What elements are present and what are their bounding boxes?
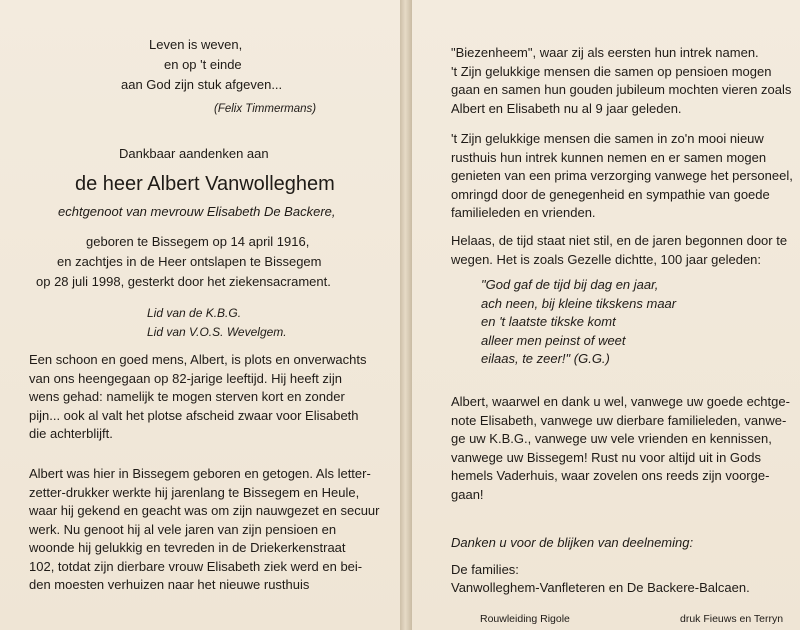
membership-vos: Lid van V.O.S. Wevelgem.: [147, 325, 287, 339]
funeral-director: Rouwleiding Rigole: [480, 613, 570, 625]
memorial-intro: Dankbaar aandenken aan: [119, 146, 269, 161]
text-line: note Elisabeth, vanwege uw dierbare familieleden, vanwe-: [451, 412, 787, 428]
text-line: Albert, waarwel en dank u wel, vanwege uw goede echtge-: [451, 394, 790, 409]
text-line: hemels Vaderhuis, waar zovelen ons reeds zijn voorge-: [451, 468, 770, 483]
text-line: werk. Nu genoot hij al vele jaren van zijn pensioen en: [29, 521, 337, 537]
text-line: "Biezenheem", waar zij als eersten hun intrek namen.: [451, 45, 759, 60]
right-paragraph-4: [451, 393, 790, 504]
membership-kbg: Lid van de K.B.G.: [147, 306, 242, 320]
text-line: wegen. Het is zoals Gezelle dichtte, 100 jaar geleden:: [451, 251, 762, 267]
quote-line: eilaas, te zeer!" (G.G.): [481, 351, 610, 366]
families-label: De families:: [451, 562, 519, 577]
poem-line-2: en op 't einde: [164, 57, 242, 72]
quote-line: ach neen, bij kleine tikskens maar: [481, 295, 677, 311]
text-line: gaan!: [451, 486, 484, 502]
birth-line: geboren te Bissegem op 14 april 1916,: [86, 234, 310, 249]
text-line: wens gehad: namelijk te mogen sterven kort en zonder: [29, 389, 345, 404]
printer-credit: druk Fieuws en Terryn: [680, 613, 784, 625]
text-line: rusthuis hun intrek kunnen nemen en er samen mogen: [451, 149, 767, 165]
death-line-1: en zachtjes in de Heer ontslapen te Bissegem: [57, 254, 322, 269]
text-line: Een schoon en goed mens, Albert, is plots en onverwachts: [29, 352, 367, 367]
text-line: ge uw K.B.G., vanwege uw vele vrienden en kennissen,: [451, 431, 772, 446]
text-line: waar hij gekend en geacht was om zijn nauwgezet en secuur: [29, 503, 380, 518]
right-paragraph-3: [451, 232, 787, 269]
poem-author: (Felix Timmermans): [214, 103, 317, 115]
text-line: gaan en samen hun gouden jubileum mochten vieren zoals: [451, 82, 792, 97]
card-fold: [400, 0, 412, 630]
poem-line-3: aan God zijn stuk afgeven...: [121, 77, 283, 92]
quote-line: "God gaf de tijd bij dag en jaar,: [481, 277, 659, 292]
poem-line-1: Leven is weven,: [149, 37, 243, 52]
right-paragraph-2: [451, 130, 793, 223]
text-line: Albert en Elisabeth nu al 9 jaar geleden.: [451, 100, 682, 116]
right-page: [412, 0, 800, 630]
deceased-name: de heer Albert Vanwolleghem: [75, 173, 335, 195]
quote-line: en 't laatste tikske komt: [481, 314, 616, 329]
gezelle-quote: [481, 276, 781, 369]
text-line: 102, totdat zijn dierbare vrouw Elisabeth ziek werd en bei-: [29, 558, 363, 574]
families-names: Vanwolleghem-Vanfleteren en De Backere-Balcaen.: [451, 580, 750, 595]
text-line: den moesten verhuizen naar het nieuwe rusthuis: [29, 577, 310, 592]
spouse-line: echtgenoot van mevrouw Elisabeth De Backere,: [58, 204, 336, 219]
text-line: familieleden en vrienden.: [451, 205, 596, 220]
left-paragraph-2: [29, 465, 379, 595]
right-paragraph-1: [451, 44, 792, 118]
text-line: omringd door de genegenheid en sympathie van goede: [451, 186, 770, 202]
death-line-2: op 28 juli 1998, gesterkt door het ziekensacrament.: [36, 274, 331, 289]
text-line: 't Zijn gelukkige mensen die samen op pensioen mogen: [451, 63, 772, 79]
text-line: Albert was hier in Bissegem geboren en getogen. Als letter-: [29, 466, 371, 481]
text-line: 't Zijn gelukkige mensen die samen in zo'n mooi nieuw: [451, 131, 764, 146]
thanks-line: Danken u voor de blijken van deelneming:: [451, 535, 694, 550]
text-line: die achterblijft.: [29, 426, 113, 441]
text-line: genieten van een prima verzorging vanwege het personeel,: [451, 168, 793, 183]
left-paragraph-1: [29, 351, 379, 444]
text-line: van ons heengegaan op 82-jarige leeftijd. Hij heeft zijn: [29, 370, 342, 386]
text-line: woonde hij gelukkig en tevreden in de Driekerkenstraat: [29, 540, 346, 555]
text-line: Helaas, de tijd staat niet stil, en de jaren begonnen door te: [451, 233, 788, 248]
text-line: pijn... ook al valt het plotse afscheid zwaar voor Elisabeth: [29, 407, 359, 423]
text-line: vanwege uw Bissegem! Rust nu voor altijd uit in Gods: [451, 449, 761, 465]
text-line: zetter-drukker werkte hij jarenlang te Bissegem en Heule,: [29, 484, 360, 500]
quote-line: alleer men peinst of weet: [481, 332, 626, 348]
